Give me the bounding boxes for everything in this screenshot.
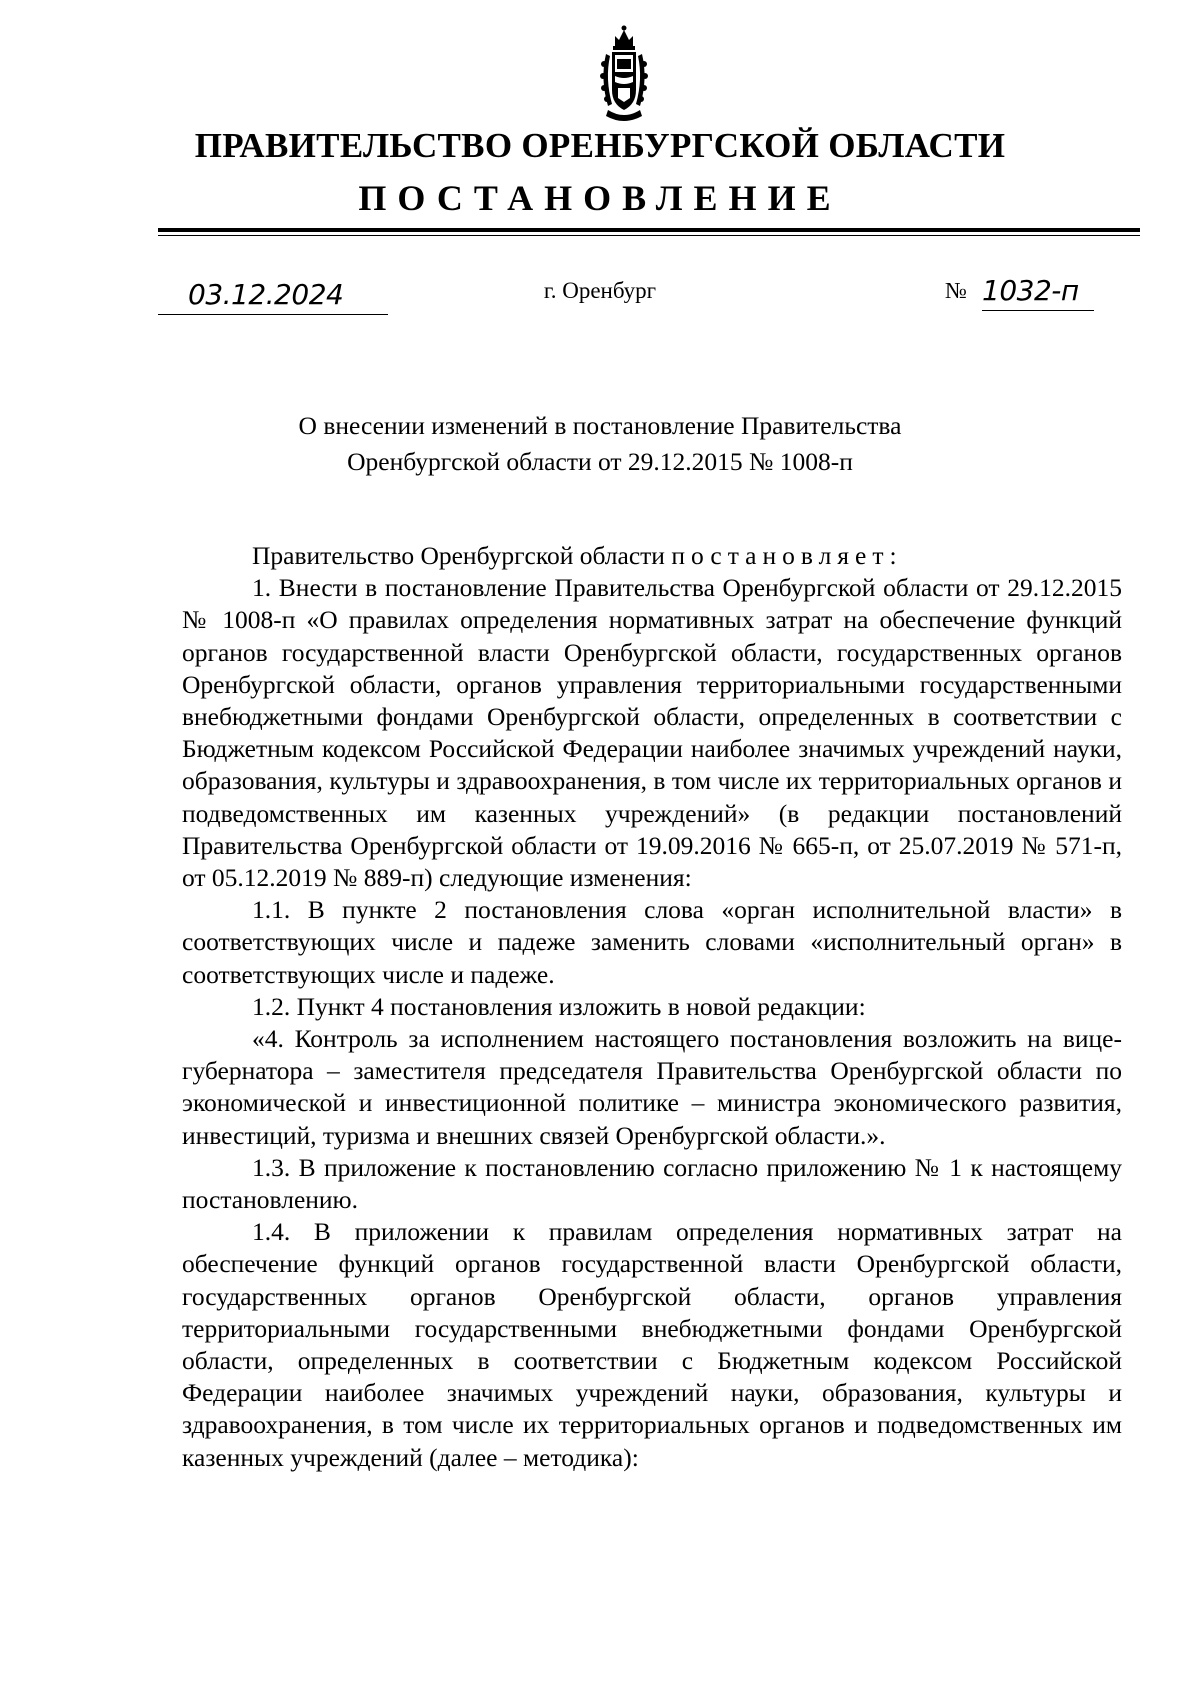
paragraph-1-2: 1.2. Пункт 4 постановления изложить в новой редакции: [252,991,866,1021]
preamble-verb: постановляет [671,541,890,570]
coat-of-arms-icon [598,24,650,126]
paragraph-1-4: 1.4. В приложении к правилам определения нормативных затрат на обеспечение функций органов государственной власти Оренбургской области, государственных органов Оренбургской области, органов управления территориальными государственными внебюджетными фондами Оренбургской области, определенных в соответствии с Бюджетным кодексом Российской Федерации наиболее значимых учреждений науки, образования, культуры и здравоохранения, в том числе их территориальных органов и подведомственных им казенных учреждений (далее – методика): [182,1217,1122,1472]
preamble-text: Правительство Оренбургской области [252,541,672,570]
government-title: ПРАВИТЕЛЬСТВО ОРЕНБУРГСКОЙ ОБЛАСТИ [194,126,1006,165]
number-field [982,274,1094,311]
preamble-paragraph [182,540,1122,572]
date-value: 03.12.2024 [188,278,344,311]
number-value: 1032-п [982,274,1079,307]
subject-line: О внесении изменений в постановление Правительства [298,411,902,440]
header-divider-thick [158,228,1140,232]
preamble-end: : [889,541,897,570]
subject-line: Оренбургской области от 29.12.2015 № 1008-п [347,447,853,476]
date-field [158,278,388,315]
paragraph-1: 1. Внести в постановление Правительства Оренбургской области от 29.12.2015 № 1008-п «О правилах определения нормативных затрат на обеспечение функций органов государственной власти Оренбургской области, государственных органов Оренбургской области, органов управления территориальными государственными внебюджетными фондами Оренбургской области, определенных в соответствии с Бюджетным кодексом Российской Федерации наиболее значимых учреждений науки, образования, культуры и здравоохранения, в том числе их территориальных органов и подведомственных им казенных учреждений» (в редакции постановлений Правительства Оренбургской области от 19.09.2016 № 665-п, от 25.07.2019 № 571-п, от 05.12.2019 № 889-п) следующие изменения: [182,573,1122,893]
paragraph-1-2-quote: «4. Контроль за исполнением настоящего постановления возложить на вице-губернатора – заместителя председателя Правительства Оренбургской области по экономической и инвестиционной политике – министра экономического развития, инвестиций, туризма и внешних связей Оренбургской области.». [182,1024,1122,1150]
number-label: № [945,278,967,303]
paragraph-1-3: 1.3. В приложение к постановлению согласно приложению № 1 к настоящему постановлению. [182,1152,1122,1215]
paragraph-1-1: 1.1. В пункте 2 постановления слова «орган исполнительной власти» в соответствующих числе и падеже заменить словами «исполнительный орган» в соответствующих числе и падеже. [182,895,1122,989]
document-type-title: ПОСТАНОВЛЕНИЕ [358,178,842,218]
document-body [182,540,1122,1474]
city-label: г. Оренбург [543,278,657,303]
header-divider-thin [158,235,1140,236]
document-subject [0,408,1200,480]
